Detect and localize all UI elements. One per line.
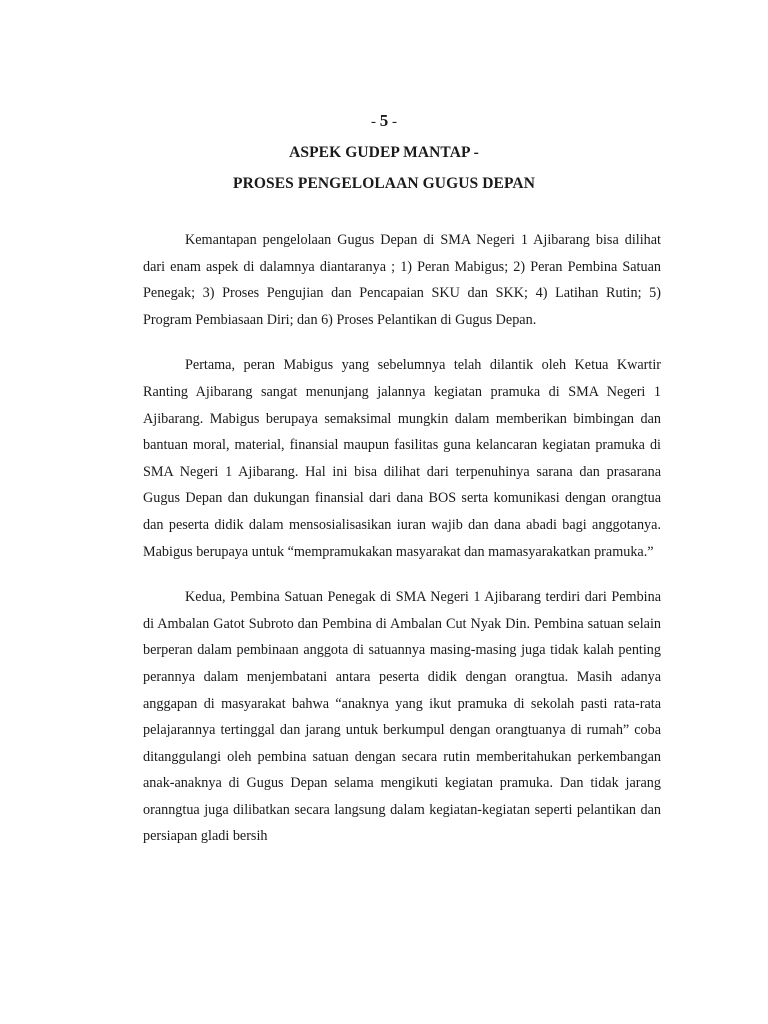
page-number-prefix: - — [371, 114, 380, 130]
section-heading-line-1: ASPEK GUDEP MANTAP - — [289, 144, 479, 161]
page-number-value: 5 — [379, 111, 389, 130]
page-number — [0, 110, 768, 133]
page-number-suffix: - — [388, 114, 397, 130]
paragraph-mabigus: Pertama, peran Mabigus yang sebelumnya telah dilantik oleh Ketua Kwartir Ranting Ajibarang sangat menunjang jalannya kegiatan pramuka di SMA Negeri 1 Ajibarang. Mabigus berupaya semaksimal mungkin dalam memberikan bimbingan dan bantuan moral, material, finansial maupun fasilitas guna kelancaran kegiatan pramuka di SMA Negeri 1 Ajibarang. Hal ini bisa dilihat dari terpenuhinya sarana dan prasarana Gugus Depan dan dukungan finansial dari dana BOS serta komunikasi dengan orangtua dan peserta didik dalam mensosialisasikan iuran wajib dan dana abadi bagi anggotanya. Mabigus berupaya untuk “mempramukakan masyarakat dan mamasyarakatkan pramuka.” — [143, 357, 661, 560]
paragraph-intro: Kemantapan pengelolaan Gugus Depan di SMA Negeri 1 Ajibarang bisa dilihat dari enam aspek di dalamnya diantaranya ; 1) Peran Mabigus; 2) Peran Pembina Satuan Penegak; 3) Proses Pengujian dan Pencapaian SKU dan SKK; 4) Latihan Rutin; 5) Program Pembiasaan Diri; dan 6) Proses Pelantikan di Gugus Depan. — [143, 232, 661, 328]
body-text — [143, 227, 661, 869]
section-heading-line-2: PROSES PENGELOLAAN GUGUS DEPAN — [233, 175, 535, 192]
paragraph-pembina: Kedua, Pembina Satuan Penegak di SMA Negeri 1 Ajibarang terdiri dari Pembina di Ambalan Gatot Subroto dan Pembina di Ambalan Cut Nyak Din. Pembina satuan selain berperan dalam pembinaan anggota di satuannya masing-masing juga tidak kalah penting perannya dalam menjembatani antara peserta didik dengan orangtua. Masih adanya anggapan di masyarakat bahwa “anaknya yang ikut pramuka di sekolah pasti rata-rata pelajarannya tertinggal dan jarang untuk berkumpul dengan orangtuanya di rumah” coba ditanggulangi oleh pembina satuan dengan secara rutin memberitahukan perkembangan anak-anaknya di Gugus Depan selama mengikuti kegiatan pramuka. Dan tidak jarang oranngtua juga dilibatkan secara langsung dalam kegiatan-kegiatan seperti pelantikan dan persiapan gladi bersih — [143, 589, 661, 845]
